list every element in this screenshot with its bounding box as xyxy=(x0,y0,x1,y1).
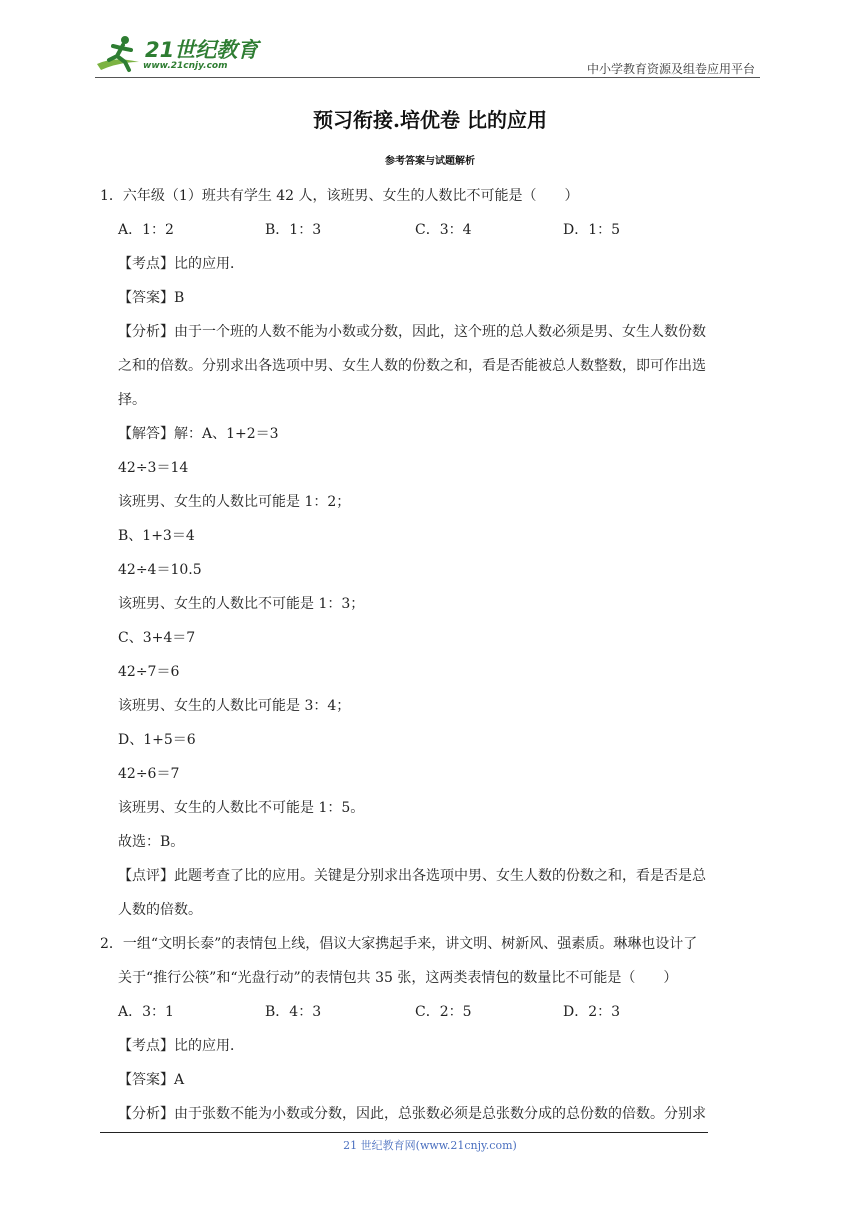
q2-kaodian: 【考点】比的应用． xyxy=(118,1038,244,1054)
q1-solution-line: 42÷6＝7 xyxy=(118,766,180,782)
q1-option-c: C．3：4 xyxy=(415,222,472,238)
page-subtitle: 参考答案与试题解析 xyxy=(385,156,475,167)
q1-kaodian: 【考点】比的应用． xyxy=(118,256,244,272)
q2-option-d: D．2：3 xyxy=(563,1004,621,1020)
q1-solution-line: 故选：B。 xyxy=(118,834,185,850)
q2-stem-line: 2．一组“文明长泰”的表情包上线，倡议大家携起手来，讲文明、树新风、强素质。琳琳也设计了 xyxy=(100,936,698,952)
brand-name: 21世纪教育 xyxy=(145,38,259,62)
q1-option-b: B．1：3 xyxy=(265,222,322,238)
q1-solution-line: 42÷3＝14 xyxy=(118,460,189,476)
q1-solution-line: C、3+4＝7 xyxy=(118,630,196,646)
q2-option-c: C．2：5 xyxy=(415,1004,472,1020)
page-footer: 21 世纪教育网(www.21cnjy.com) xyxy=(343,1139,517,1152)
q2-analysis-line: 【分析】由于张数不能为小数或分数，因此，总张数必须是总张数分成的总份数的倍数。分别求 xyxy=(118,1106,706,1122)
q1-solution-line: 该班男、女生的人数比可能是 1：2； xyxy=(118,494,351,510)
q1-analysis-line: 【分析】由于一个班的人数不能为小数或分数，因此，这个班的总人数必须是男、女生人数份数 xyxy=(118,324,706,340)
q1-option-d: D．1：5 xyxy=(563,222,621,238)
q1-stem: 1．六年级（1）班共有学生 42 人，该班男、女生的人数比不可能是（ ） xyxy=(100,188,579,204)
q1-solution-line: B、1+3＝4 xyxy=(118,528,195,544)
page-header xyxy=(95,30,760,78)
q1-comment-line: 【点评】此题考查了比的应用。关键是分别求出各选项中男、女生人数的份数之和，看是否是总 xyxy=(118,868,706,884)
q1-solution-line: 该班男、女生的人数比不可能是 1：3； xyxy=(118,596,365,612)
q2-stem-line: 关于“推行公筷”和“光盘行动”的表情包共 35 张，这两类表情包的数量比不可能是（ ） xyxy=(118,970,678,986)
q1-solution-line: 42÷7＝6 xyxy=(118,664,180,680)
platform-name: 中小学教育资源及组卷应用平台 xyxy=(586,62,755,76)
q1-solution-line: D、1+5＝6 xyxy=(118,732,196,748)
q1-solution-line: 42÷4＝10.5 xyxy=(118,562,202,578)
brand-url: www.21cnjy.com xyxy=(143,61,228,71)
q1-solution-line: 【解答】解：A、1+2＝3 xyxy=(118,426,279,442)
runner-logo-icon xyxy=(95,34,145,76)
q1-option-a: A．1：2 xyxy=(118,222,174,238)
brand-logo xyxy=(95,34,265,76)
header-divider xyxy=(95,77,760,78)
q1-analysis-line: 之和的倍数。分别求出各选项中男、女生人数的份数之和，看是否能被总人数整数，即可作出选 xyxy=(118,358,706,374)
footer-divider xyxy=(100,1132,708,1133)
q1-comment-line: 人数的倍数。 xyxy=(118,902,202,918)
q2-option-a: A．3：1 xyxy=(118,1004,174,1020)
q2-answer: 【答案】A xyxy=(118,1072,185,1088)
q1-answer: 【答案】B xyxy=(118,290,185,306)
q1-solution-line: 该班男、女生的人数比可能是 3：4； xyxy=(118,698,351,714)
q2-option-b: B．4：3 xyxy=(265,1004,322,1020)
page-title: 预习衔接.培优卷 比的应用 xyxy=(313,108,547,132)
q1-analysis-line: 择。 xyxy=(118,392,146,408)
q1-solution-line: 该班男、女生的人数比不可能是 1：5。 xyxy=(118,800,365,816)
